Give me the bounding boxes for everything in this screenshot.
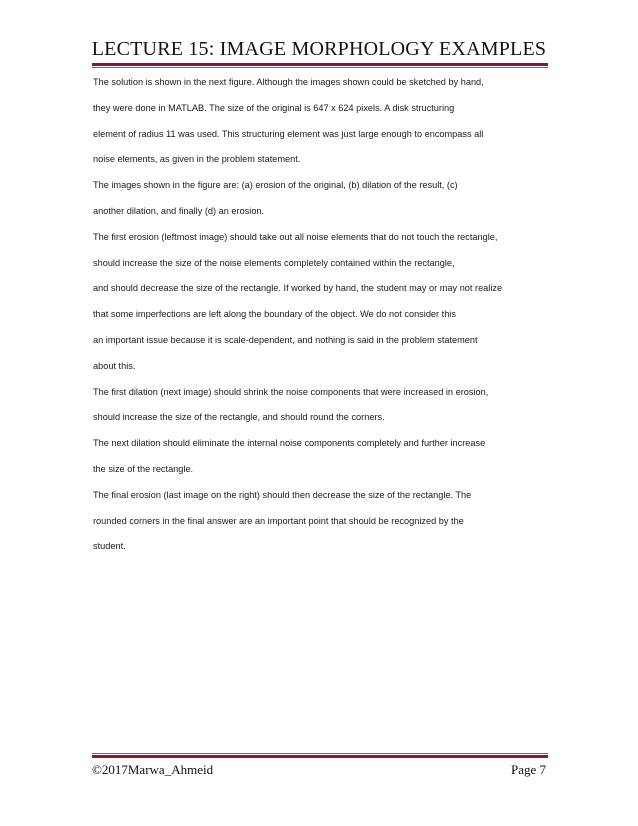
paragraph-line: should increase the size of the noise elements completely contained within the rectangle,: [93, 257, 455, 268]
paragraph-line: The solution is shown in the next figure. Although the images shown could be sketched by hand,: [93, 77, 484, 87]
paragraph-line: noise elements, as given in the problem statement.: [93, 154, 301, 165]
page-header-title: LECTURE 15: IMAGE MORPHOLOGY EXAMPLES: [91, 38, 547, 60]
paragraph-line: and should decrease the size of the rectangle. If worked by hand, the student may or may not realize: [93, 283, 503, 294]
paragraph-line: should increase the size of the rectangle, and should round the corners.: [93, 412, 385, 423]
paragraph-line: The final erosion (last image on the right) should then decrease the size of the rectangle. The: [93, 489, 472, 500]
paragraph-line: The first erosion (leftmost image) should take out all noise elements that do not touch the rectangle,: [93, 231, 498, 242]
footer-copyright: ©2017Marwa_Ahmeid: [92, 762, 214, 777]
footer-rule-accent: [92, 753, 548, 754]
footer-rule: [92, 755, 548, 758]
paragraph-line: that some imperfections are left along the boundary of the object. We do not consider this: [93, 309, 456, 320]
paragraph-line: The next dilation should eliminate the internal noise components completely and further increase: [93, 438, 486, 449]
paragraph-line: the size of the rectangle.: [93, 463, 194, 474]
header-rule: [92, 63, 548, 66]
paragraph-line: The images shown in the figure are: (a) erosion of the original, (b) dilation of the result, (c): [93, 180, 458, 191]
paragraph-line: an important issue because it is scale-dependent, and nothing is said in the problem statement: [93, 334, 478, 345]
paragraph-line: element of radius 11 was used. This structuring element was just large enough to encompass all: [93, 128, 484, 139]
paragraph-line: student.: [93, 541, 126, 552]
paragraph-line: another dilation, and finally (d) an erosion.: [93, 205, 265, 216]
paragraph-line: rounded corners in the final answer are an important point that should be recognized by the: [93, 515, 464, 526]
paragraph-line: they were done in MATLAB. The size of the original is 647 x 624 pixels. A disk structuring: [93, 102, 455, 113]
body-text: [93, 70, 543, 560]
footer-page-number: Page 7: [510, 762, 546, 777]
header-rule-accent: [92, 67, 548, 68]
paragraph-line: The first dilation (next image) should shrink the noise components that were increased in erosion,: [93, 386, 489, 397]
paragraph-line: about this.: [93, 360, 136, 371]
